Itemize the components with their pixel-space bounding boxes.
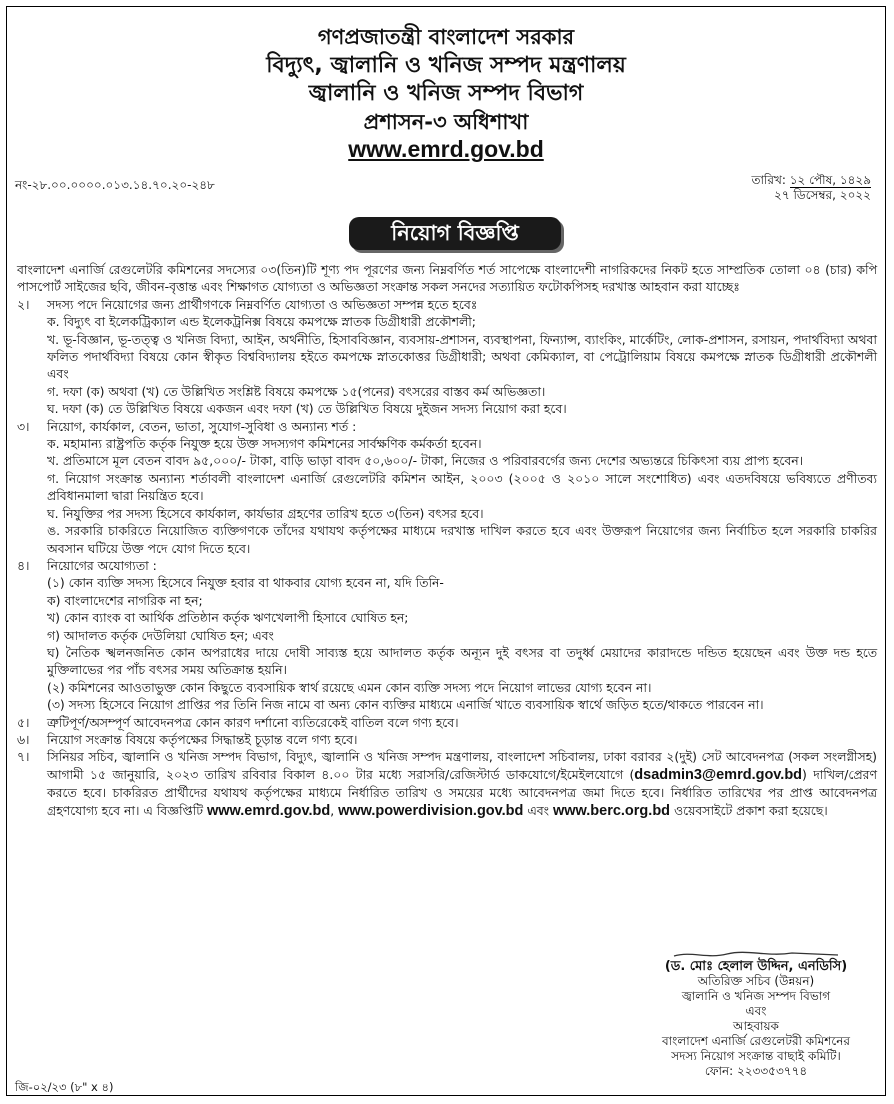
section-6 xyxy=(17,731,877,748)
division-title: জ্বালানি ও খনিজ সম্পদ বিভাগ xyxy=(308,81,584,106)
clause: খ. ভূ-বিজ্ঞান, ভূ-তত্ত্ব ও খনিজ বিদ্যা, আইন, অর্থনীতি, হিসাববিজ্ঞান, ব্যবসায়-প্রশাসন, ব্যবস্থাপনা, ফিন্যান্স, ব্যাংকিং, মার্কেটিং, লোক-প্রশাসন, রসায়ন, পদার্থবিদ্যা অথবা ফলিত পদার্থবিদ্যা বিষয়ে কোন স্বীকৃত বিশ্ববিদ্যালয় হইতে কমপক্ষে স্নাতকোত্তর ডিগ্রীধারী; অথবা কেমিক্যাল, বা পেট্রোলিয়াম বিষয়ে কমপক্ষে স্নাতক ডিগ্রীধারী প্রকৌশলী এবং xyxy=(47,331,877,382)
memo-number: নং-২৮.০০.০০০০.০১৩.১৪.৭০.২০-২৪৮ xyxy=(15,178,215,192)
signatory-division: জ্বালানি ও খনিজ সম্পদ বিভাগ xyxy=(681,989,831,1003)
clause: ঘ. নিযুক্তির পর সদস্য হিসেবে কার্যকাল, কার্যভার গ্রহণের তারিখ হতে ৩(তিন) বৎসর হবে। xyxy=(47,505,484,521)
section-2 xyxy=(17,296,877,313)
clause: ঙ. সরকারি চাকরিতে নিয়োজিত ব্যক্তিগণকে তাঁদের যথাযথ কর্তৃপক্ষের মাধ্যমে দরখাস্ত দাখিল করতে হবে এবং উক্তরূপ নিয়োগের জন্য নির্বাচিত হলে সরকারি চাকরির অবসান ঘটিয়ে উক্ত পদে যোগ দিতে হবে। xyxy=(47,523,877,556)
clause: ঘ) নৈতিক স্খলনজনিত কোন অপরাধের দায়ে দোষী সাব্যস্ত হয়ে আদালত কর্তৃক অন্যূন দুই বৎসর বা তদুর্ধ্ব মেয়াদের কারাদন্ডে দন্ডিত হয়েছেন এবং উক্ত দন্ড হতে মুক্তিলাভের পর পাঁচ বৎসর সময় অতিক্রান্ত হয়নি। xyxy=(47,644,877,678)
branch-title: প্রশাসন-৩ অধিশাখা xyxy=(363,110,529,134)
clause: ক. মহামান্য রাষ্ট্রপতি কর্তৃক নিযুক্ত হয়ে উক্ত সদস্যগণ কমিশনের সার্বক্ষণিক কর্মকর্তা হবেন। xyxy=(47,436,482,452)
section-5 xyxy=(17,714,877,731)
signatory-commission: বাংলাদেশ এনার্জি রেগুলেটরী কমিশনের xyxy=(662,1034,850,1048)
website-link[interactable]: www.emrd.gov.bd xyxy=(348,136,544,162)
section-4 xyxy=(17,557,877,574)
intro-paragraph: বাংলাদেশ এনার্জি রেগুলেটরি কমিশনের সদস্যের ০৩(তিন)টি শূণ্য পদ পূরণের জন্য নিম্নবর্ণিত শর্ত সাপেক্ষে বাংলাদেশী নাগরিকদের নিকট হতে সাম্প্রতিক তোলা ০৪ (চার) কপি পাসপোর্ট সাইজের ছবি, জীবন-বৃত্তান্ত এবং শিক্ষাগত যোগ্যতা ও অভিজ্ঞতা সংক্রান্ত সকল সনদের সত্যায়িত ফটোকপিসহ দরখাস্ত আহবান করা যাচ্ছেঃ xyxy=(17,262,877,295)
date-english: ২৭ ডিসেম্বর, ২০২২ xyxy=(774,188,871,202)
notice-body xyxy=(17,261,877,820)
clause: খ. প্রতিমাসে মূল বেতন বাবদ ৯৫,০০০/- টাকা, বাড়ি ভাড়া বাবদ ৫০,৬০০/- টাকা, নিজের ও পরিবারবর্গের জন্য দেশের অভ্যন্তরে চিকিৎসা ব্যয় প্রাপ্য হবেন। xyxy=(47,453,804,469)
section-text: নিয়োগ সংক্রান্ত বিষয়ে কর্তৃপক্ষের সিদ্ধান্তই চূড়ান্ত বলে গণ্য হবে। xyxy=(47,731,358,747)
section-7-text-2: ) দাখিল/প্রেরণ করতে হবে। চাকরিরত প্রার্থীদের যথাযথ কর্তৃপক্ষের মাধ্যমে নির্ধারিত তারিখ ও সময়ের মধ্যে আবেদনপত্র জমা দিতে হবে। নির্ধারিত তারিখের পর প্রাপ্ত আবেদনপত্র গ্রহণযোগ্য হবে না। এ বিজ্ঞপ্তিটি xyxy=(47,766,877,818)
signatory-name: (ড. মোঃ হেলাল উদ্দিন, এনডিসি) xyxy=(664,959,848,974)
signatory-conjunction: এবং xyxy=(745,1004,767,1018)
conjunction: এবং xyxy=(523,802,553,818)
signature-block xyxy=(631,959,881,1079)
clause: ক) বাংলাদেশের নাগরিক না হন; xyxy=(47,592,203,608)
signatory-designation: অতিরিক্ত সচিব (উন্নয়ন) xyxy=(697,974,815,988)
date-block xyxy=(751,173,871,203)
section-number: ৭। xyxy=(17,749,30,765)
section-text: ত্রুটিপূর্ণ/অসম্পূর্ণ আবেদনপত্র কোন কারণ দর্শানো ব্যতিরেকেই বাতিল বলে গণ্য হবে। xyxy=(47,714,459,730)
clause: (৩) সদস্য হিসেবে নিয়োগ প্রাপ্তির পর তিনি নিজ নামে বা অন্য কোন ব্যক্তির মাধ্যমে এনার্জি খাতে ব্যবসায়িক স্বার্থে জড়িত হতে/থাকতে পারবেন না। xyxy=(47,697,764,713)
clause: গ. দফা (ক) অথবা (খ) তে উল্লিখিত সংশ্লিষ্ট বিষয়ে কমপক্ষে ১৫(পনের) বৎসরের বাস্তব কর্ম অভিজ্ঞতা। xyxy=(47,383,546,399)
ad-code: জি-০২/২৩ (৮" x ৪) xyxy=(15,1080,114,1094)
section-7-text-3: ওয়েবসাইটে প্রকাশ করা হয়েছে। xyxy=(670,802,828,818)
clause: খ) কোন ব্যাংক বা আর্থিক প্রতিষ্ঠান কর্তৃক ঋণখেলাপী হিসাবে ঘোষিত হন; xyxy=(47,610,409,626)
clause: ক. বিদ্যুৎ বা ইলেকট্রিক্যাল এন্ড ইলেকট্রনিক্স বিষয়ে কমপক্ষে স্নাতক ডিগ্রীধারী প্রকৌশলী; xyxy=(47,314,476,330)
signatory-committee: সদস্য নিয়োগ সংক্রান্ত বাছাই কমিটি। xyxy=(671,1049,841,1063)
section-7-text-1: সিনিয়র সচিব, জ্বালানি ও খনিজ সম্পদ বিভাগ, বিদ্যুৎ, জ্বালানি ও খনিজ সম্পদ মন্ত্রণালয়, বাংলাদেশ সচিবালয়, ঢাকা বরাবর ২(দুই) সেট আবেদনপত্র (সকল সংলগ্নীসহ) আগামী ১৫ জানুয়ারি, ২০২৩ তারিখ রবিবার বিকাল ৪.০০ টার মধ্যে সরাসরি/রেজিস্টার্ড ডাকযোগে/ইমেইলযোগে ( xyxy=(47,749,877,782)
govt-title: গণপ্রজাতন্ত্রী বাংলাদেশ সরকার xyxy=(317,25,575,49)
berc-website-link[interactable]: www.berc.org.bd xyxy=(552,802,671,819)
clause: গ) আদালত কর্তৃক দেউলিয়া ঘোষিত হন; এবং xyxy=(47,627,274,643)
section-number: ৫। xyxy=(17,714,30,730)
section-heading: নিয়োগ, কার্যকাল, বেতন, ভাতা, সুযোগ-সুবিধা ও অন্যান্য শর্ত : xyxy=(47,418,357,434)
section-heading: নিয়োগের অযোগ্যতা : xyxy=(47,557,157,573)
clause: (২) কমিশনের আওতাভুক্ত কোন কিছুতে ব্যবসায়িক স্বার্থ রয়েছে এমন কোন ব্যক্তি সদস্য পদে নিয়োগ লাভের যোগ্য হবেন না। xyxy=(47,679,652,695)
clause: ঘ. দফা (ক) তে উল্লিখিত বিষয়ে একজন এবং দফা (খ) তে উল্লিখিত বিষয়ে দুইজন সদস্য নিয়োগ করা হবে। xyxy=(47,401,567,417)
section-number: ২। xyxy=(17,296,30,312)
email-link[interactable]: dsadmin3@emrd.gov.bd xyxy=(634,766,803,783)
ministry-title: বিদ্যুৎ, জ্বালানি ও খনিজ সম্পদ মন্ত্রণালয় xyxy=(266,53,626,78)
separator: , xyxy=(330,802,339,818)
notice-page xyxy=(6,6,886,1096)
section-7 xyxy=(17,748,877,820)
section-text xyxy=(47,748,877,820)
section-number: ৪। xyxy=(17,557,30,573)
clause: গ. নিয়োগ সংক্রান্ত অন্যান্য শর্তাবলী বাংলাদেশ এনার্জি রেগুলেটরি কমিশন আইন, ২০০৩ (২০০৫ ও ২০১০ সালে সংশোধিত) এবং এতদবিষয়ে ভবিষ্যতে প্রণীতব্য প্রবিধানমালা দ্বারা নিয়ন্ত্রিত হবে। xyxy=(47,470,877,504)
section-heading: সদস্য পদে নিয়োগের জন্য প্রার্থীগণকে নিম্নবর্ণিত যোগ্যতা ও অভিজ্ঞতা সম্পন্ন হতে হবেঃ xyxy=(47,296,478,312)
clause: (১) কোন ব্যক্তি সদস্য হিসেবে নিযুক্ত হবার বা থাকবার যোগ্য হবেন না, যদি তিনি- xyxy=(47,575,444,591)
powerdivision-website-link[interactable]: www.powerdivision.gov.bd xyxy=(338,802,524,819)
section-number: ৩। xyxy=(17,418,30,434)
signatory-role: আহবায়ক xyxy=(733,1019,779,1033)
date-label: তারিখ: xyxy=(751,173,786,187)
signatory-phone: ফোন: ২২৩৩৫৩৭৭৪ xyxy=(704,1064,808,1078)
section-3 xyxy=(17,418,877,435)
section-number: ৬। xyxy=(17,731,30,747)
date-bangla: ১২ পৌষ, ১৪২৯ xyxy=(789,173,871,187)
notice-title-banner: নিয়োগ বিজ্ঞপ্তি xyxy=(349,217,561,250)
emrd-website-link[interactable]: www.emrd.gov.bd xyxy=(206,802,331,819)
